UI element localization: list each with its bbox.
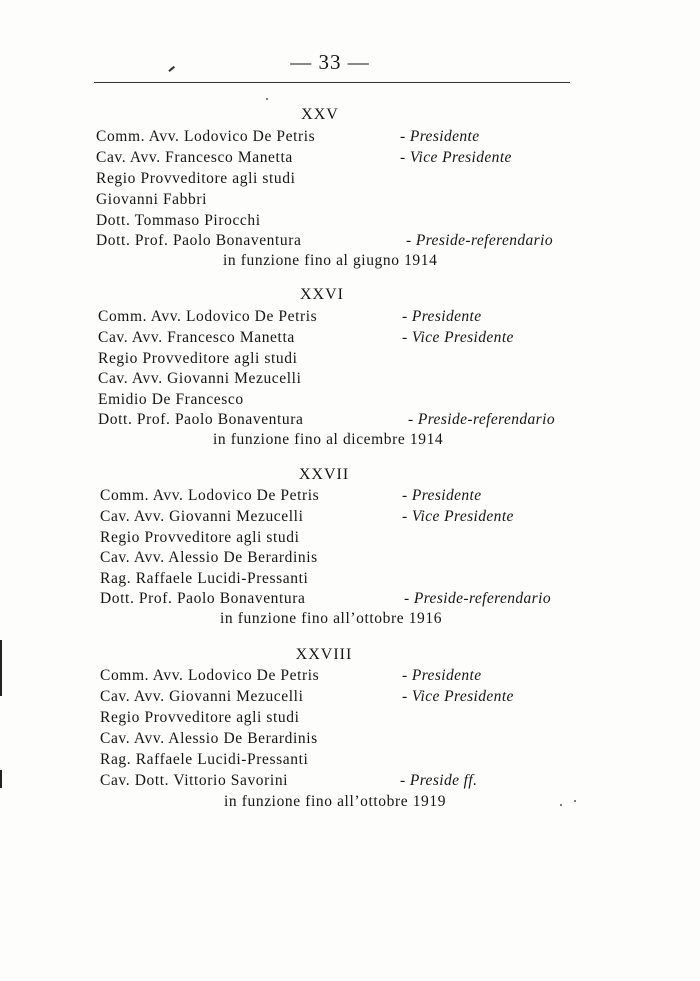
scan-speck xyxy=(266,98,268,100)
tenure-note: in funzione fino all’ottobre 1916 xyxy=(220,610,443,627)
member-row xyxy=(100,570,580,590)
header-rule xyxy=(94,82,570,83)
member-row xyxy=(100,487,580,507)
member-name: Comm. Avv. Lodovico De Petris xyxy=(98,308,318,325)
member-role: - Preside-referendario xyxy=(404,590,551,607)
member-name: Comm. Avv. Lodovico De Petris xyxy=(96,128,316,145)
member-row xyxy=(98,350,578,370)
tenure-note: in funzione fino al giugno 1914 xyxy=(223,252,438,269)
member-row xyxy=(98,391,578,411)
member-row xyxy=(98,370,578,390)
member-row xyxy=(100,688,580,708)
scan-edge-mark xyxy=(0,640,2,696)
member-name: Dott. Prof. Paolo Bonaventura xyxy=(98,411,304,428)
member-name: Regio Provveditore agli studi xyxy=(100,709,300,726)
member-role: - Preside-referendario xyxy=(406,232,553,249)
member-row xyxy=(98,411,578,431)
member-row xyxy=(96,212,576,232)
member-name: Giovanni Fabbri xyxy=(96,191,208,208)
member-name: Rag. Raffaele Lucidi-Pressanti xyxy=(100,751,309,768)
member-role: - Preside-referendario xyxy=(408,411,555,428)
page-number: — 33 — xyxy=(290,50,370,74)
member-row xyxy=(96,170,576,190)
member-name: Cav. Avv. Giovanni Mezucelli xyxy=(100,508,304,525)
member-row xyxy=(100,772,580,792)
member-name: Cav. Dott. Vittorio Savorini xyxy=(100,772,289,789)
member-name: Rag. Raffaele Lucidi-Pressanti xyxy=(100,570,309,587)
section-numeral: XXVIII xyxy=(295,646,353,663)
member-row xyxy=(100,709,580,729)
member-row xyxy=(96,128,576,148)
member-role: - Vice Presidente xyxy=(400,149,512,166)
member-role: - Presidente xyxy=(402,308,482,325)
member-name: Regio Provveditore agli studi xyxy=(96,170,296,187)
tenure-note: in funzione fino all’ottobre 1919 xyxy=(224,793,447,810)
section-numeral: XXVII xyxy=(298,466,350,483)
member-row xyxy=(98,329,578,349)
member-name: Cav. Avv. Giovanni Mezucelli xyxy=(100,688,304,705)
member-row xyxy=(96,191,576,211)
member-role: - Presidente xyxy=(402,487,482,504)
member-row xyxy=(100,508,580,528)
member-role: - Vice Presidente xyxy=(402,508,514,525)
scan-speck xyxy=(574,800,576,802)
member-name: Cav. Avv. Alessio De Berardinis xyxy=(100,730,318,747)
member-role: - Vice Presidente xyxy=(402,329,514,346)
section-numeral: XXV xyxy=(301,106,339,123)
member-row xyxy=(100,730,580,750)
member-role: - Presidente xyxy=(400,128,480,145)
member-row xyxy=(100,529,580,549)
member-name: Dott. Prof. Paolo Bonaventura xyxy=(96,232,302,249)
member-row xyxy=(98,308,578,328)
member-name: Regio Provveditore agli studi xyxy=(100,529,300,546)
member-name: Cav. Avv. Francesco Manetta xyxy=(96,149,293,166)
member-name: Regio Provveditore agli studi xyxy=(98,350,298,367)
member-row xyxy=(100,549,580,569)
member-row xyxy=(100,590,580,610)
member-name: Emidio De Francesco xyxy=(98,391,244,408)
section-numeral: XXVI xyxy=(300,286,344,303)
member-role: - Preside ff. xyxy=(400,772,478,789)
member-row xyxy=(96,232,576,252)
member-name: Dott. Prof. Paolo Bonaventura xyxy=(100,590,306,607)
tenure-note: in funzione fino al dicembre 1914 xyxy=(213,431,444,448)
member-row xyxy=(100,751,580,771)
member-name: Cav. Avv. Francesco Manetta xyxy=(98,329,295,346)
member-role: - Presidente xyxy=(402,667,482,684)
member-row xyxy=(96,149,576,169)
member-name: Cav. Avv. Giovanni Mezucelli xyxy=(98,370,302,387)
member-name: Cav. Avv. Alessio De Berardinis xyxy=(100,549,318,566)
member-name: Comm. Avv. Lodovico De Petris xyxy=(100,487,320,504)
member-name: Comm. Avv. Lodovico De Petris xyxy=(100,667,320,684)
member-name: Dott. Tommaso Pirocchi xyxy=(96,212,261,229)
scan-speck xyxy=(560,804,562,806)
member-role: - Vice Presidente xyxy=(402,688,514,705)
scan-edge-mark xyxy=(0,770,2,788)
member-row xyxy=(100,667,580,687)
